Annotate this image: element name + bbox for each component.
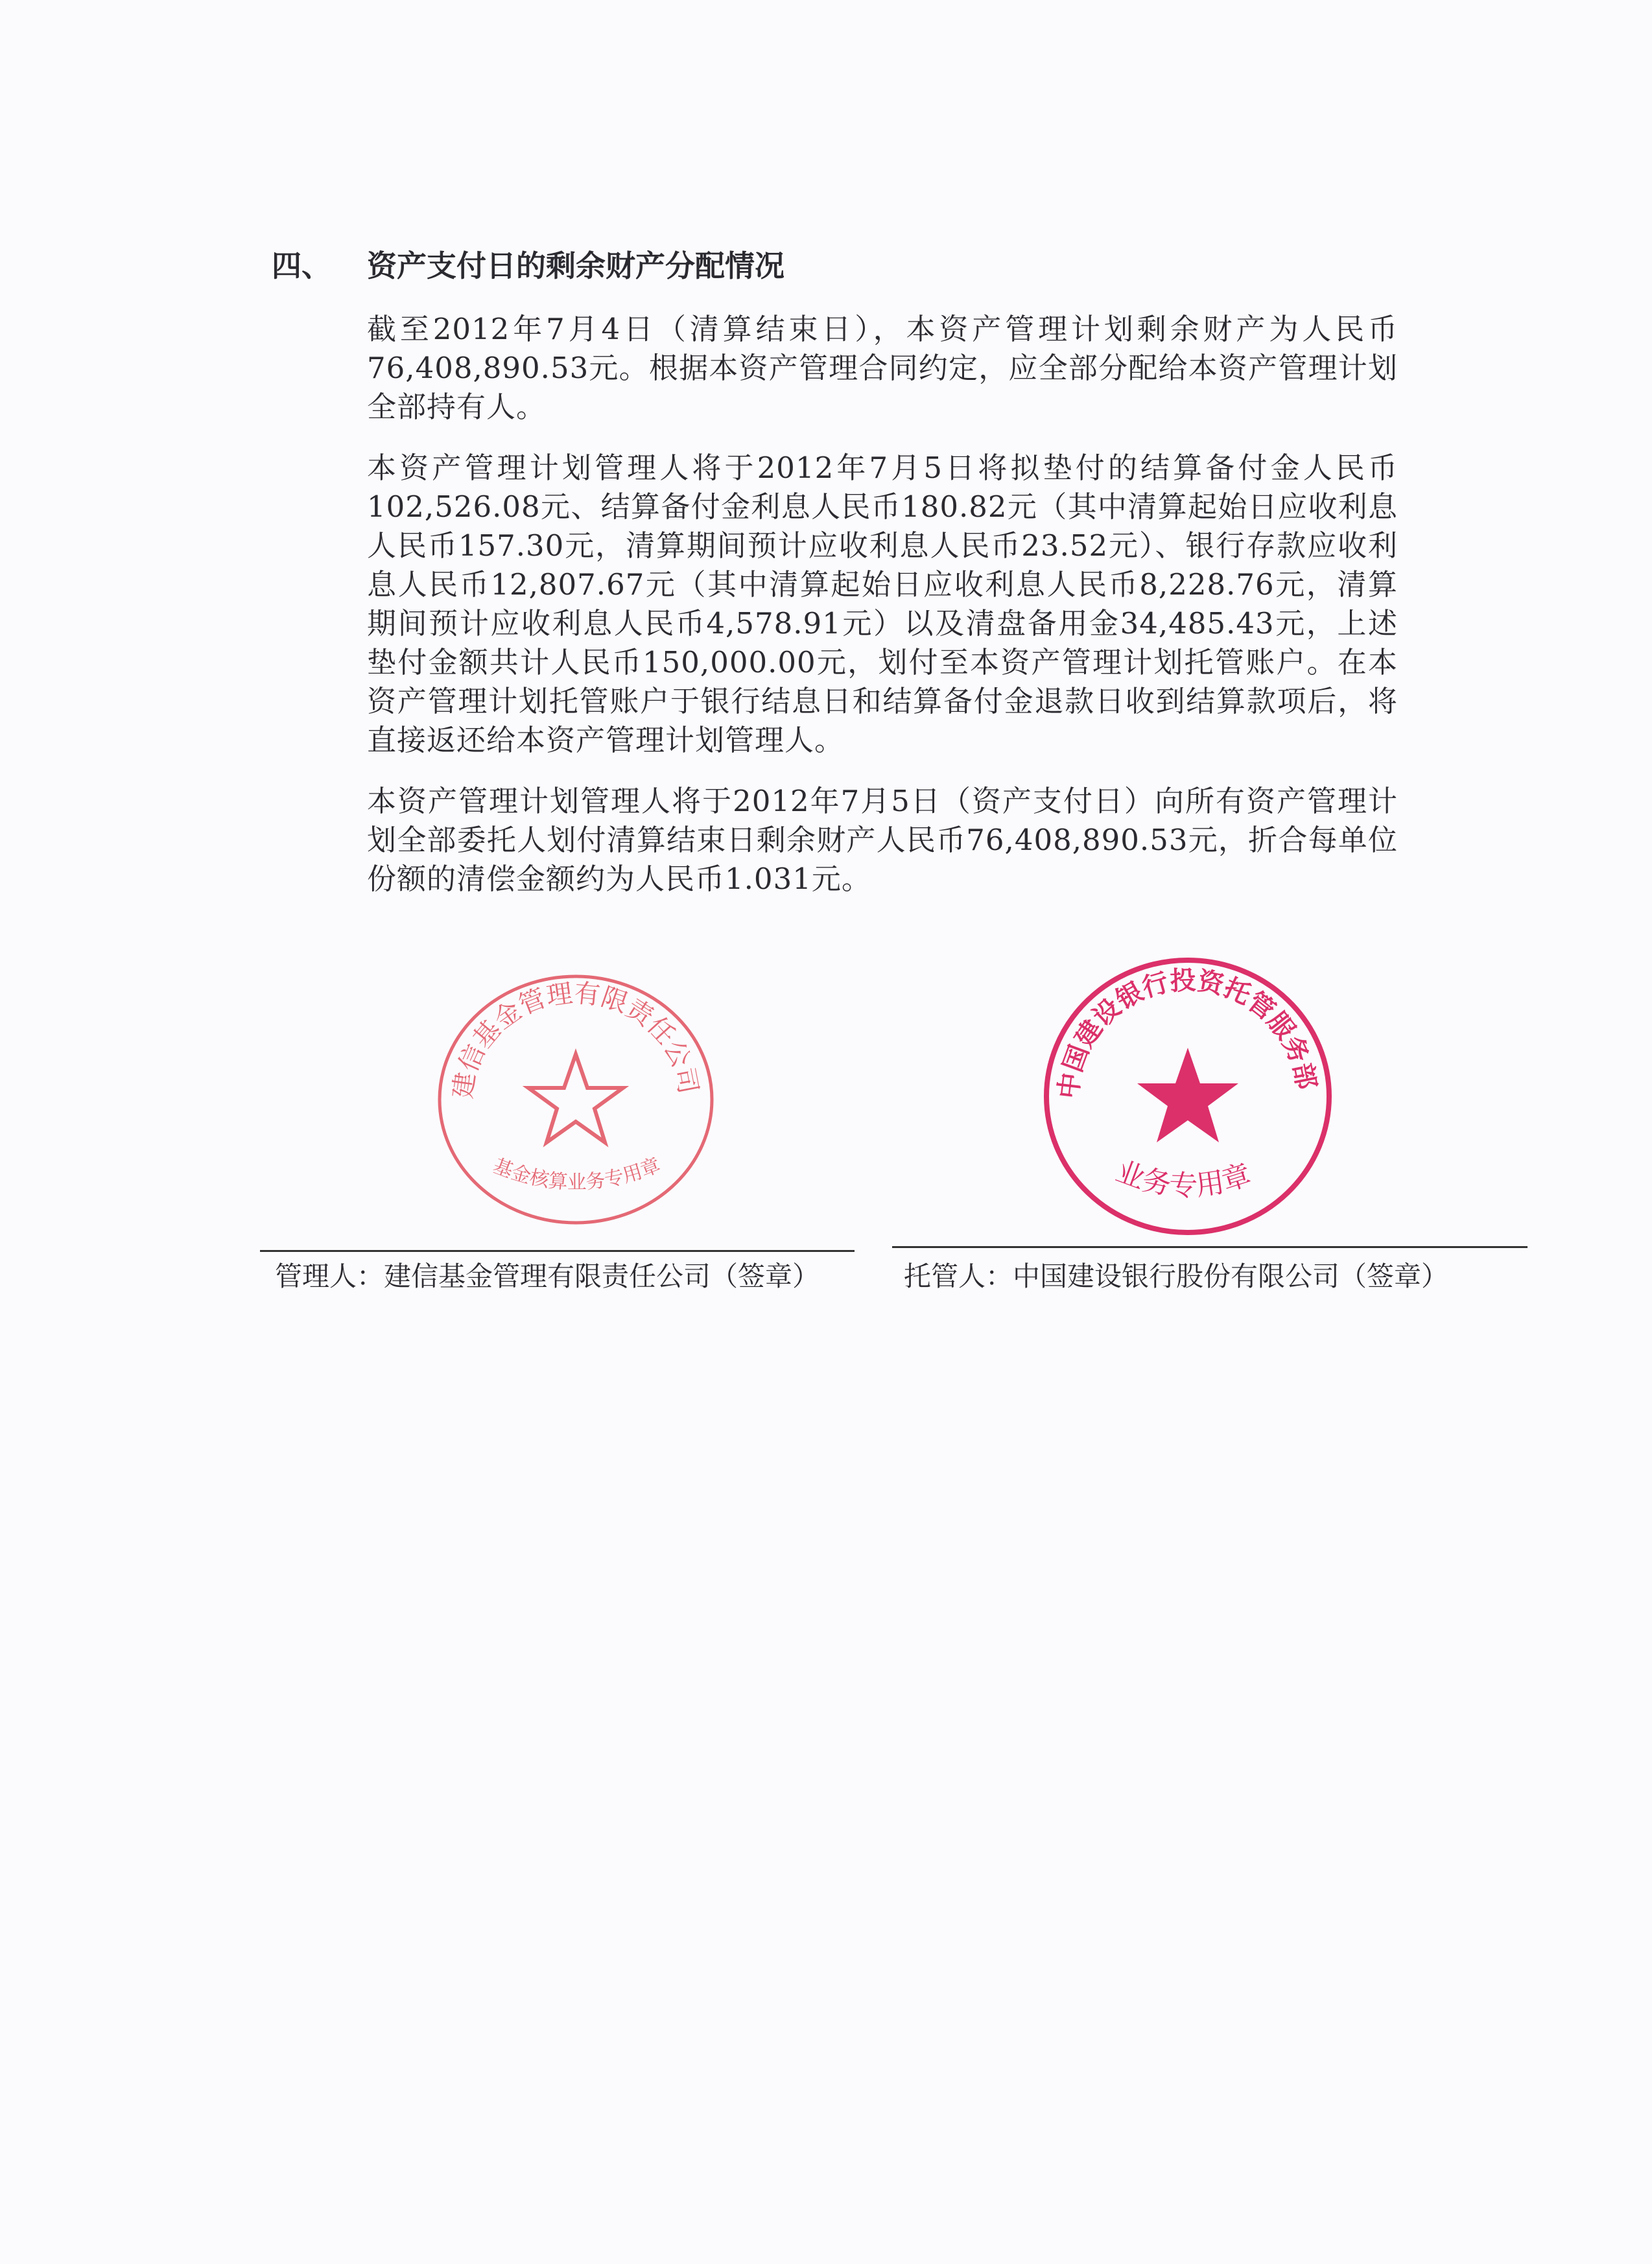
manager-signature-label: 管理人：建信基金管理有限责任公司（签章） — [275, 1260, 820, 1292]
signature-block — [0, 950, 1652, 1314]
section-heading — [272, 246, 1652, 285]
custodian-seal — [1040, 950, 1336, 1236]
manager-signature-line — [260, 1250, 855, 1252]
manager-seal — [433, 970, 718, 1229]
paragraph-remaining-assets: 截至2012年7月4日（清算结束日），本资产管理计划剩余财产为人民币76,408,890.53元。根据本资产管理合同约定，应全部分配给本资产管理计划全部持有人。 — [367, 312, 1398, 424]
section-title: 资产支付日的剩余财产分配情况 — [367, 248, 785, 283]
paragraph-advance-payment: 本资产管理计划管理人将于2012年7月5日将拟垫付的结算备付金人民币102,526.08元、结算备付金利息人民币180.82元（其中清算起始日应收利息人民币157.30元，清算期间预计应收利息人民币23.52元）、银行存款应收利息人民币12,807.67元（其中清算起始日应收利息人民币8,228.76元，清算期间预计应收利息人民币4,578.91元）以及清盘备用金34,485.43元，上述垫付金额共计人民币150,000.00元，划付至本资产管理计划托管账户。在本资产管理计划托管账户于银行结息日和结算备付金退款日收到结算款项后，将直接返还给本资产管理计划管理人。 — [367, 451, 1398, 757]
star-icon — [1137, 1048, 1238, 1142]
custodian-signature-label: 托管人：中国建设银行股份有限公司（签章） — [904, 1260, 1449, 1292]
paragraph-distribution: 本资产管理计划管理人将于2012年7月5日（资产支付日）向所有资产管理计划全部委托人划付清算结束日剩余财产人民币76,408,890.53元，折合每单位份额的清偿金额约为人民币1.031元。 — [367, 784, 1398, 896]
document-page — [0, 246, 1652, 1314]
manager-seal-ring-text: 建信基金管理有限责任公司 — [447, 978, 703, 1101]
svg-text:基金核算业务专用章 — [490, 1154, 664, 1194]
custodian-signature-line — [892, 1246, 1528, 1248]
svg-text:建信基金管理有限责任公司 — [448, 978, 703, 1100]
svg-text:业务专用章 — [1111, 1155, 1255, 1203]
star-icon — [528, 1054, 623, 1142]
custodian-seal-bottom-text: 业务专用章 — [1111, 1155, 1255, 1203]
manager-seal-bottom-text: 基金核算业务专用章 — [490, 1153, 664, 1194]
custodian-seal-ring-text: 中国建设银行投资托管服务部 — [1054, 965, 1321, 1101]
section-number: 四、 — [272, 248, 331, 283]
